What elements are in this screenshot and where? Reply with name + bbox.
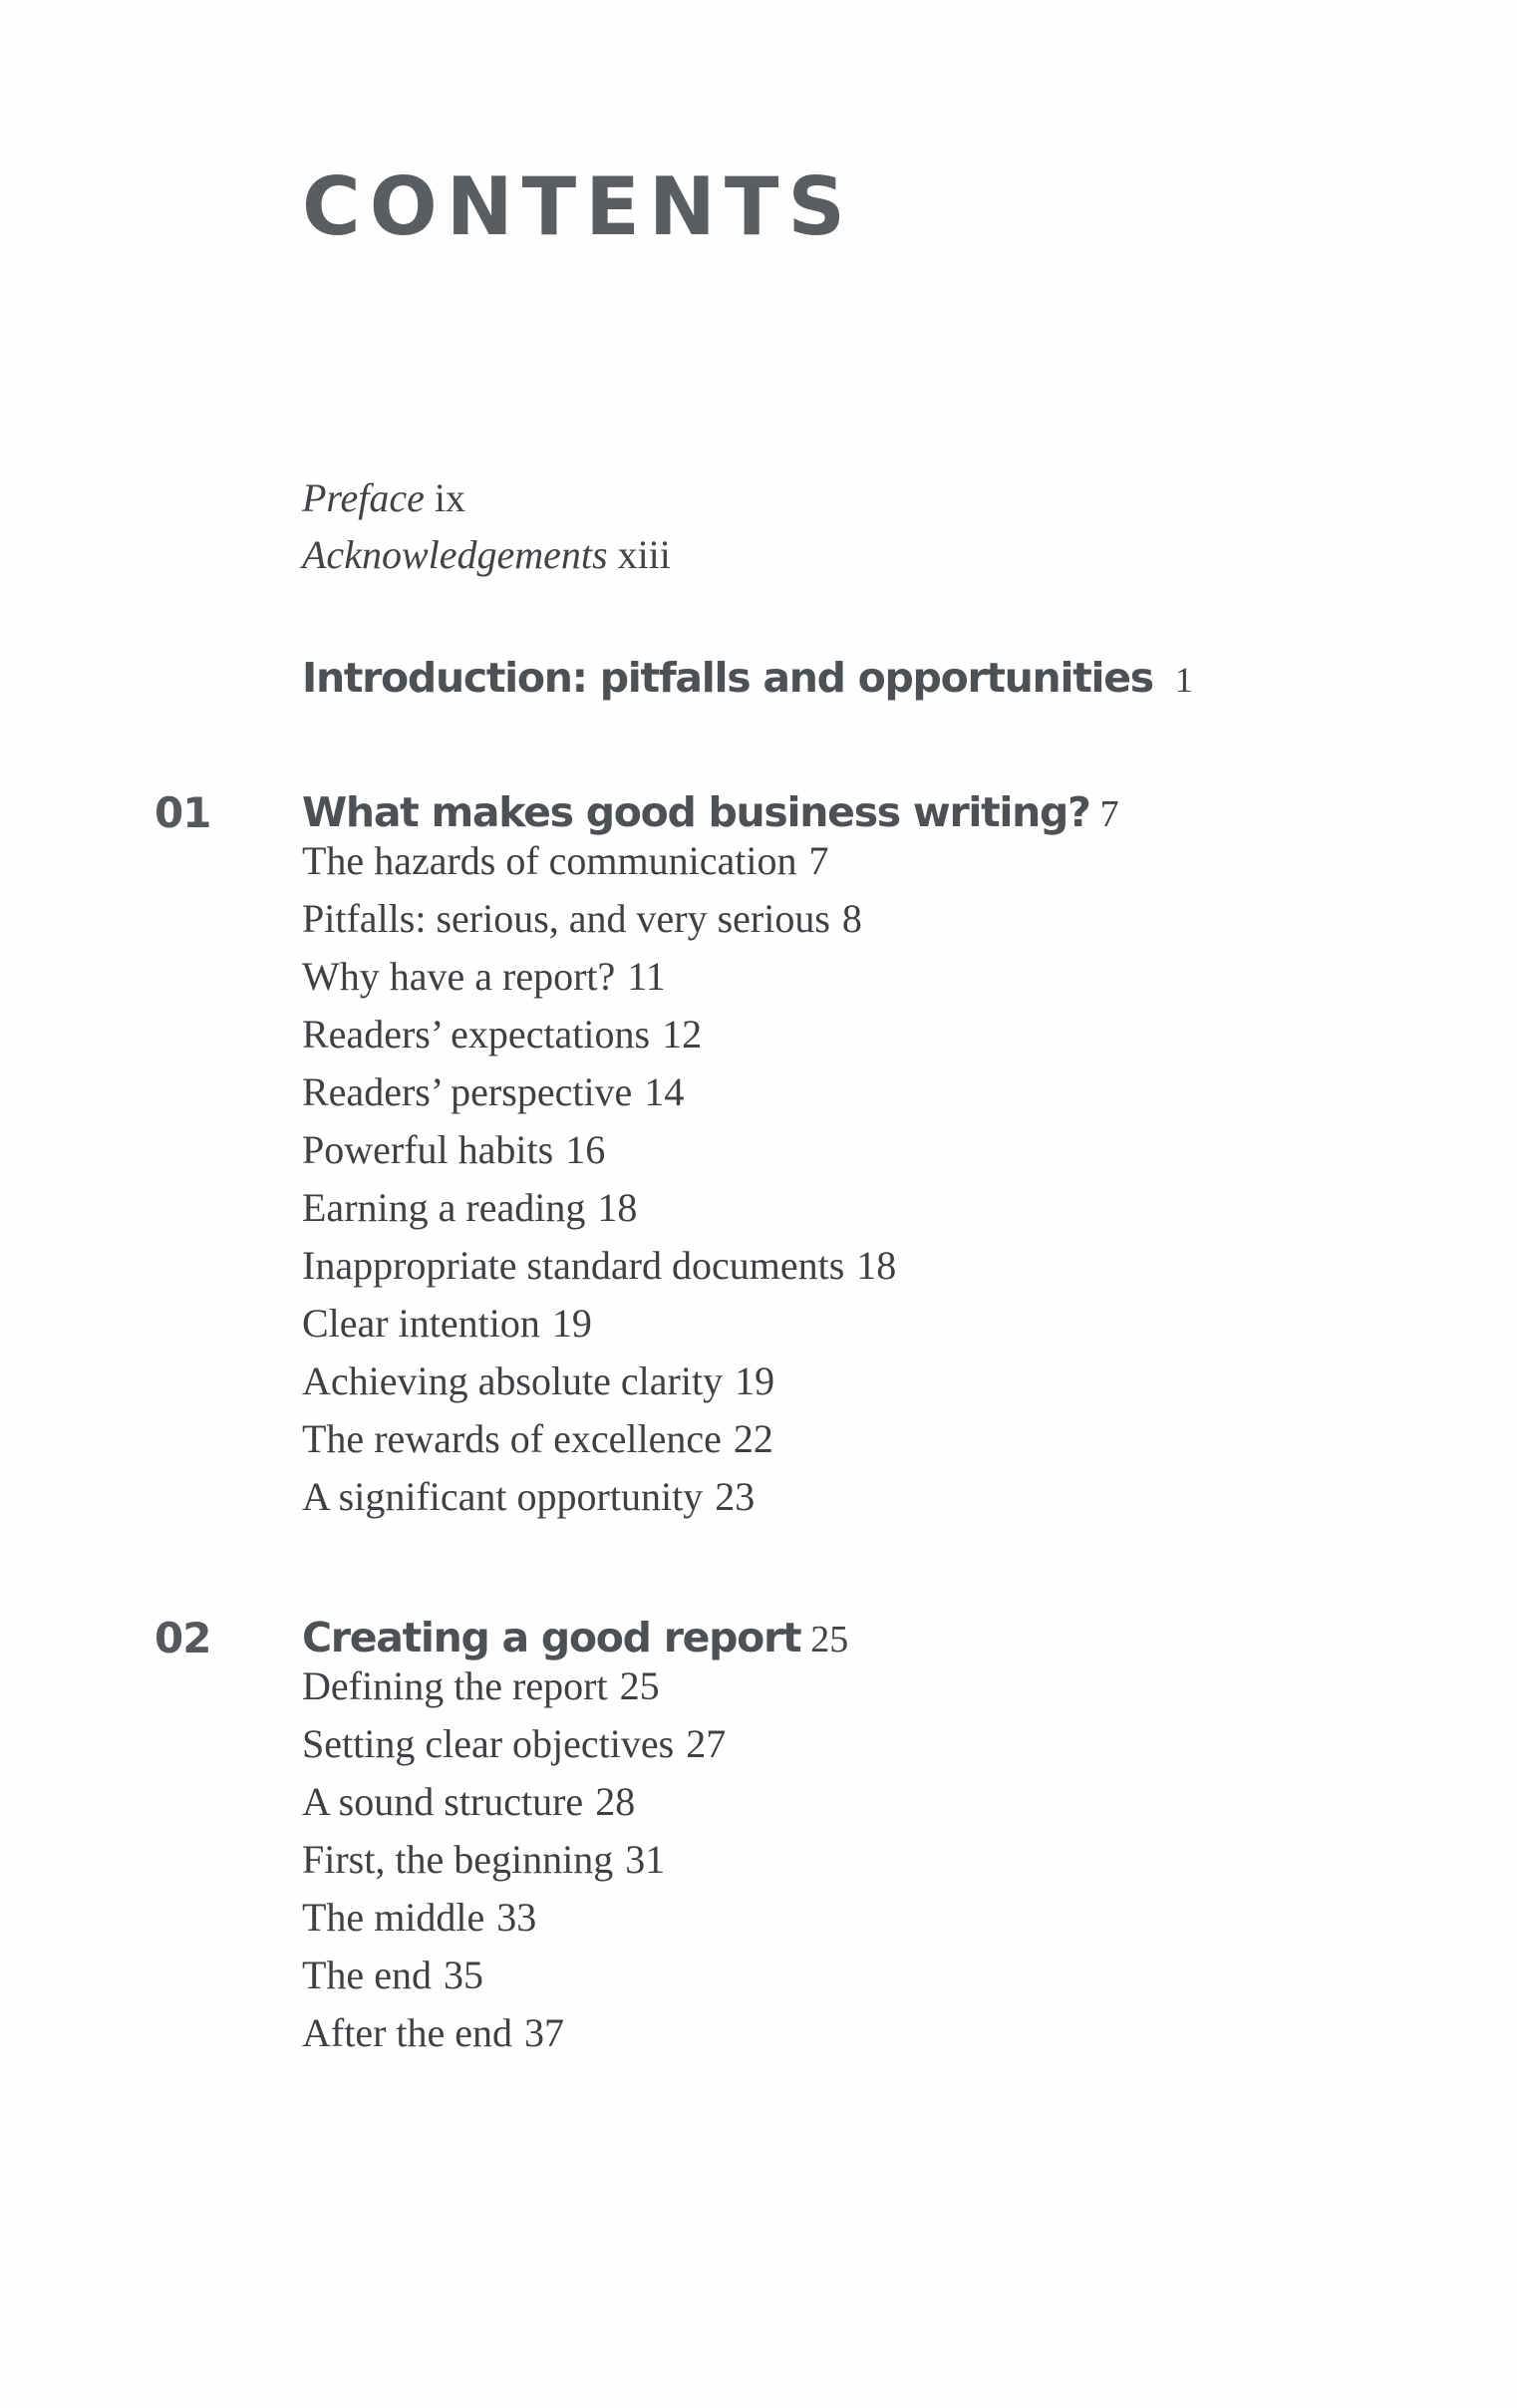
entry-label: Powerful habits — [302, 1127, 554, 1172]
entry-page-number: 23 — [715, 1474, 756, 1519]
toc-entry[interactable] — [302, 1179, 896, 1237]
chapter-entries — [302, 832, 896, 1526]
entry-page-number: 35 — [443, 1953, 483, 1997]
chapter-number: 01 — [154, 788, 211, 837]
chapter-page-number: 7 — [1099, 793, 1119, 835]
toc-entry-preface[interactable] — [302, 475, 466, 520]
chapter-page-number: 25 — [810, 1619, 849, 1660]
entry-label: Defining the report — [302, 1663, 608, 1708]
entry-label: Why have a report? — [302, 954, 616, 999]
chapter-number: 02 — [154, 1614, 211, 1662]
entry-label: Readers’ perspective — [302, 1069, 633, 1114]
toc-entry[interactable] — [302, 1237, 896, 1295]
entry-page-number: 19 — [551, 1301, 592, 1346]
entry-label: Inappropriate standard documents — [302, 1243, 845, 1288]
chapter-title[interactable] — [302, 788, 1119, 836]
toc-entry[interactable] — [302, 1121, 896, 1179]
toc-entry[interactable] — [302, 1468, 896, 1526]
entry-label: The middle — [302, 1895, 485, 1940]
entry-page-number: 31 — [625, 1837, 666, 1882]
toc-entry-acknowledgements[interactable] — [302, 532, 671, 577]
entry-label: A sound structure — [302, 1779, 584, 1824]
entry-label: First, the beginning — [302, 1837, 614, 1882]
entry-label: Earning a reading — [302, 1185, 586, 1230]
entry-page-number: 12 — [662, 1012, 703, 1056]
entry-page-number: 19 — [735, 1358, 775, 1403]
toc-entry[interactable] — [302, 1947, 726, 2004]
entry-page-number: 22 — [733, 1416, 773, 1461]
entry-label: Pitfalls: serious, and very serious — [302, 896, 830, 941]
toc-entry[interactable] — [302, 1773, 726, 1831]
entry-label: The rewards of excellence — [302, 1416, 722, 1461]
toc-entry[interactable] — [302, 948, 896, 1006]
toc-entry[interactable] — [302, 2004, 726, 2062]
chapter-title-label: Creating a good report — [302, 1614, 801, 1661]
entry-page-number: 8 — [841, 896, 862, 941]
entry-label: Setting clear objectives — [302, 1721, 675, 1766]
page-title: CONTENTS — [302, 160, 855, 253]
entry-label: Introduction: pitfalls and opportunities — [302, 654, 1153, 702]
entry-label: A significant opportunity — [302, 1474, 704, 1519]
chapter-entries — [302, 1657, 726, 2062]
toc-entry[interactable] — [302, 1353, 896, 1410]
entry-page-number: xiii — [617, 532, 671, 577]
entry-label: After the end — [302, 2010, 513, 2055]
entry-page-number: 14 — [644, 1069, 685, 1114]
toc-entry[interactable] — [302, 1831, 726, 1889]
toc-entry[interactable] — [302, 1715, 726, 1773]
toc-entry[interactable] — [302, 1410, 896, 1468]
entry-page-number: 1 — [1174, 660, 1193, 700]
toc-entry[interactable] — [302, 1295, 896, 1353]
entry-page-number: 25 — [619, 1663, 660, 1708]
toc-entry[interactable] — [302, 1657, 726, 1715]
entry-label: Acknowledgements — [302, 532, 608, 577]
entry-label: The end — [302, 1953, 432, 1997]
toc-entry[interactable] — [302, 890, 896, 948]
chapter-title[interactable] — [302, 1614, 849, 1661]
entry-page-number: 37 — [524, 2010, 565, 2055]
toc-entry[interactable] — [302, 1889, 726, 1947]
toc-entry[interactable] — [302, 1006, 896, 1063]
entry-label: Preface — [302, 475, 425, 520]
entry-label: Clear intention — [302, 1301, 540, 1346]
entry-page-number: 11 — [627, 954, 666, 999]
entry-page-number: 18 — [856, 1243, 897, 1288]
entry-page-number: 28 — [595, 1779, 636, 1824]
toc-entry[interactable] — [302, 832, 896, 890]
entry-page-number: ix — [434, 475, 466, 520]
toc-entry-introduction[interactable] — [302, 654, 1193, 702]
toc-entry[interactable] — [302, 1063, 896, 1121]
entry-label: The hazards of communication — [302, 838, 797, 883]
chapter-title-label: What makes good business writing? — [302, 788, 1090, 836]
entry-page-number: 18 — [597, 1185, 638, 1230]
entry-label: Achieving absolute clarity — [302, 1358, 724, 1403]
entry-page-number: 7 — [808, 838, 829, 883]
entry-page-number: 33 — [496, 1895, 537, 1940]
entry-label: Readers’ expectations — [302, 1012, 651, 1056]
entry-page-number: 16 — [565, 1127, 606, 1172]
entry-page-number: 27 — [686, 1721, 727, 1766]
